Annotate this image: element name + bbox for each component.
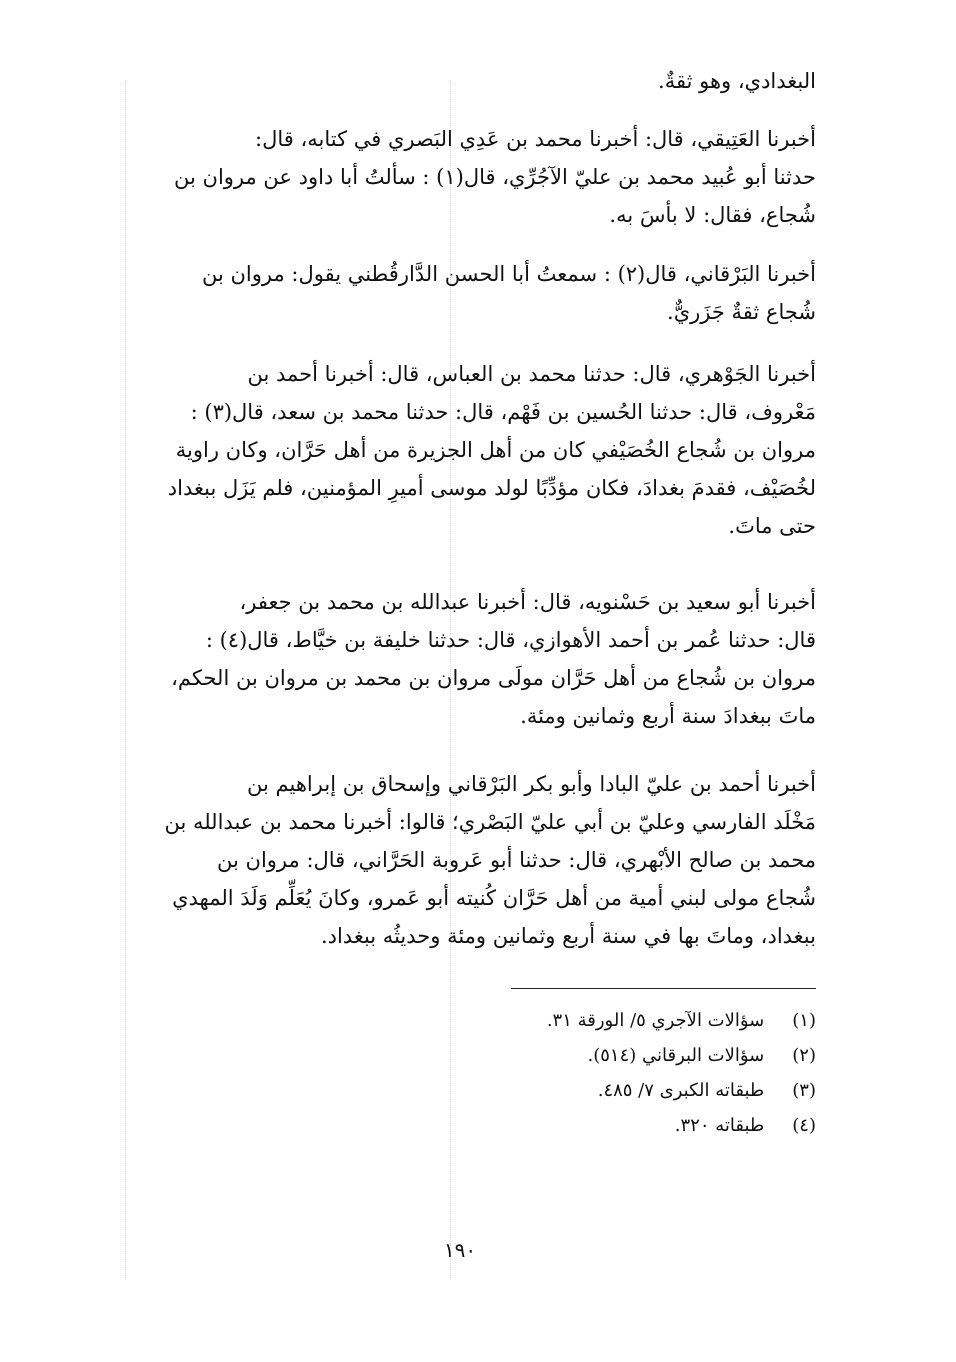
text-line: ببغداد، وماتَ بها في سنة أربع وثمانين ومئة وحديثُه ببغداد. (320, 924, 816, 948)
footnote-text: سؤالات البرقاني (٥١٤). (587, 1045, 765, 1066)
footnote-number: (٣) (792, 1080, 816, 1101)
footnote-number: (٢) (792, 1045, 816, 1066)
text-line: شُجاع مولى لبني أمية من أهل حَرَّان كُنيته أبو عَمرو، وكانَ يُعَلِّم وَلَدَ المهدي (172, 886, 816, 910)
footnote-item (116, 1003, 816, 1038)
paragraph (136, 255, 816, 331)
footnote-separator (511, 988, 816, 989)
footnote-number: (٤) (792, 1115, 816, 1136)
footnotes (116, 1003, 816, 1143)
text-line: أخبرنا أبو سعيد بن حَسْنويه، قال: أخبرنا عبدالله بن محمد بن جعفر، (239, 590, 816, 614)
text-line: حتى ماتَ. (728, 514, 816, 538)
paragraph (136, 355, 816, 545)
text-line: أخبرنا أحمد بن عليّ البادا وأبو بكر البَرْقاني وإسحاق بن إبراهيم بن (247, 772, 816, 796)
text-line: حدثنا أبو عُبيد محمد بن عليّ الآجُرِّي، قال(١) : سألتُ أبا داود عن مروان بن (174, 165, 816, 189)
page-number: ١٩٠ (443, 1238, 477, 1262)
footnote-item (116, 1073, 816, 1108)
text-line: مروان بن شُجاع من أهل حَرَّان مولَى مروان بن محمد بن مروان بن الحكم، (171, 666, 816, 690)
paragraph (136, 765, 816, 955)
text-line: البغدادي، وهو ثقةٌ. (658, 69, 816, 93)
text-line: مَعْروف، قال: حدثنا الحُسين بن فَهْم، قال: حدثنا محمد بن سعد، قال(٣) : (190, 400, 816, 424)
text-line: شُجاع، فقال: لا بأسَ به. (609, 203, 816, 227)
footnote-item (116, 1108, 816, 1143)
paragraph (136, 120, 816, 234)
footnote-number: (١) (792, 1010, 816, 1031)
footnote-item (116, 1038, 816, 1073)
text-line: أخبرنا العَتِيقي، قال: أخبرنا محمد بن عَدِي البَصري في كتابه، قال: (255, 127, 816, 151)
footnote-text: طبقاته الكبرى ٧/ ٤٨٥. (597, 1080, 765, 1101)
text-line: شُجاع ثقةٌ جَزَريٌّ. (667, 300, 816, 324)
text-line: أخبرنا الجَوْهري، قال: حدثنا محمد بن العباس، قال: أخبرنا أحمد بن (247, 362, 816, 386)
text-line: محمد بن صالح الأبْهري، قال: حدثنا أبو عَروبة الحَرَّاني، قال: مروان بن (217, 848, 816, 872)
paragraph (136, 62, 816, 100)
footnote-text: طبقاته ٣٢٠. (674, 1115, 765, 1136)
text-line: ماتَ ببغدادَ سنة أربع وثمانين ومئة. (520, 704, 816, 728)
text-line: مروان بن شُجاع الخُصَيْفي كان من أهل الجزيرة من أهل حَرَّان، وكان راوية (175, 438, 816, 462)
text-line: أخبرنا البَرْقاني، قال(٢) : سمعتُ أبا الحسن الدَّارقُطني يقول: مروان بن (201, 262, 816, 286)
text-line: قال: حدثنا عُمر بن أحمد الأهوازي، قال: حدثنا خليفة بن خيَّاط، قال(٤) : (205, 628, 816, 652)
text-line: لخُصَيْف، فقدمَ بغدادَ، فكان مؤدِّبًا لولد موسى أميرِ المؤمنين، فلم يَزَل ببغداد (167, 476, 816, 500)
paragraph (136, 583, 816, 735)
footnote-text: سؤالات الآجري ٥/ الورقة ٣١. (546, 1010, 765, 1031)
text-line: مَخْلَد الفارسي وعليّ بن أبي عليّ البَصْري؛ قالوا: أخبرنا محمد بن عبدالله بن (164, 810, 816, 834)
